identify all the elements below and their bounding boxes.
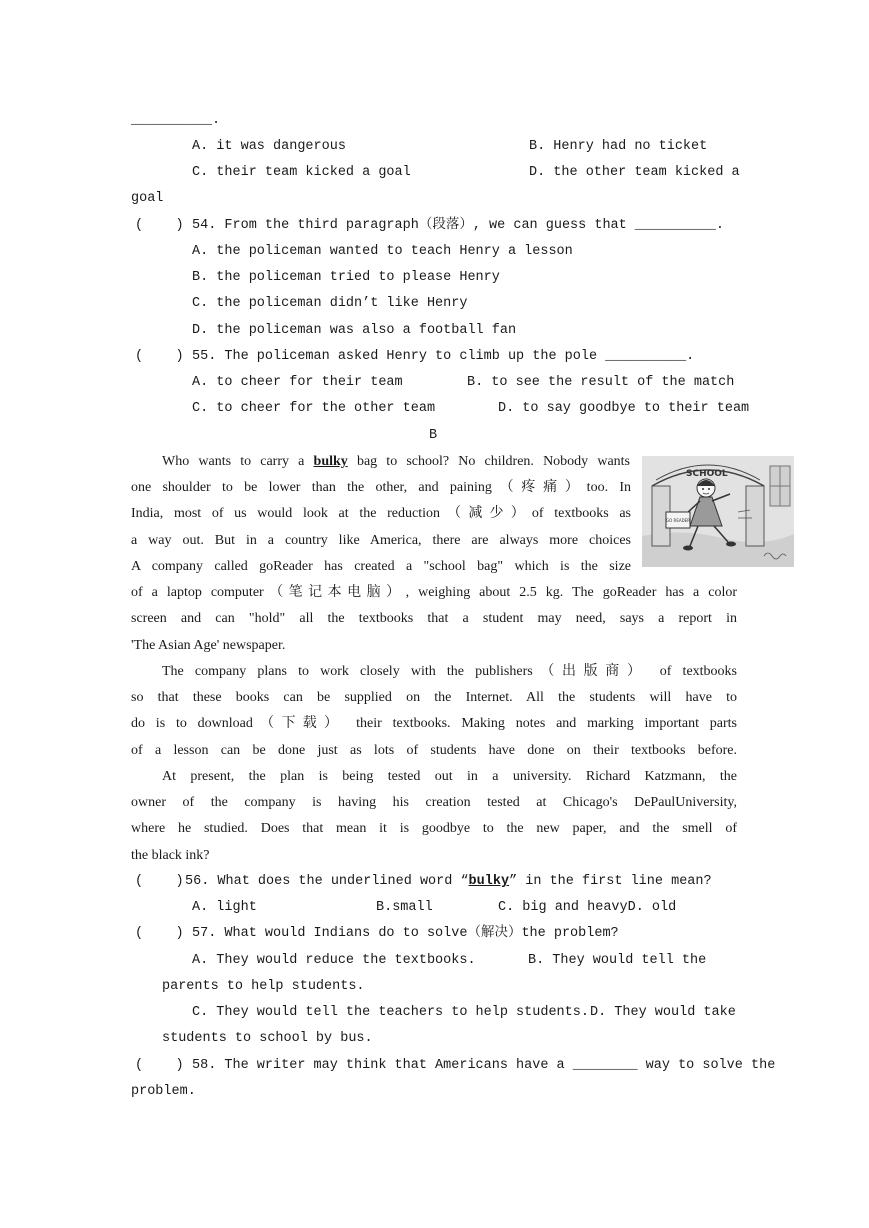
q56-stem: 56. What does the underlined word “bulky” in the first line mean? xyxy=(185,874,712,889)
q56-option-b: B.small xyxy=(376,900,433,915)
passage-p3-line-3: where he studied. Does that mean it is goodbye to the new paper, and the smell of xyxy=(131,821,737,836)
q56-option-a: A. light xyxy=(192,900,257,915)
goreader-bag-text: GO READER xyxy=(666,518,690,523)
q58-stem: 58. The writer may think that Americans have a ________ way to solve the xyxy=(192,1058,776,1073)
passage-p1-line-6: of a laptop computer（笔记本电脑）, weighing about 2.5 kg. The goReader has a color xyxy=(131,585,737,600)
q56-option-cd: C. big and heavyD. old xyxy=(498,900,677,915)
q57-option-b: B. They would tell the xyxy=(528,953,707,968)
q57-option-c: C. They would tell the teachers to help students. xyxy=(192,1005,589,1020)
passage-p1-line-3: India, most of us would look at the reduction（减少）of textbooks as xyxy=(131,506,631,521)
q58-stem-cont: problem. xyxy=(131,1084,196,1099)
illustration-school-girl xyxy=(642,456,794,567)
q54-answer-paren: ( ) xyxy=(135,218,184,233)
passage-p2-line-1: The company plans to work closely with the publishers（出版商） of textbooks xyxy=(162,664,737,679)
q55-answer-paren: ( ) xyxy=(135,349,184,364)
q54-stem: 54. From the third paragraph（段落）, we can guess that __________. xyxy=(192,218,724,233)
q55-option-c: C. to cheer for the other team xyxy=(192,401,436,416)
q54-option-a: A. the policeman wanted to teach Henry a lesson xyxy=(192,244,573,259)
q58-answer-paren: ( ) xyxy=(135,1058,184,1073)
q55-option-b: B. to see the result of the match xyxy=(467,375,735,390)
q55-option-d: D. to say goodbye to their team xyxy=(498,401,750,416)
school-girl-image xyxy=(642,456,794,567)
underlined-word-bulky: bulky xyxy=(313,454,348,469)
q56-answer-paren: ( ) xyxy=(135,874,184,889)
school-sign-text: SCHOOL xyxy=(686,469,728,479)
passage-p1-line-1: Who wants to carry a bulky bag to school? No children. Nobody wants xyxy=(162,454,631,469)
q55-stem: 55. The policeman asked Henry to climb up the pole __________. xyxy=(192,349,695,364)
passage-p2-line-4: of a lesson can be done just as lots of students have done on their textbooks before. xyxy=(131,743,737,758)
passage-p1-line-2: one shoulder to be lower than the other, and paining（疼痛）too. In xyxy=(131,480,631,495)
q54-option-b: B. the policeman tried to please Henry xyxy=(192,270,500,285)
passage-p2-line-3: do is to download（下载） their textbooks. Making notes and marking important parts xyxy=(131,716,737,731)
passage-p1-line-5: A company called goReader has created a "school bag" which is the size xyxy=(131,559,631,574)
q57-answer-paren: ( ) xyxy=(135,926,184,941)
passage-p2-line-2: so that these books can be supplied on the Internet. All the students will have to xyxy=(131,690,737,705)
q53-option-c: C. their team kicked a goal xyxy=(192,165,411,180)
q53-option-d-cont: goal xyxy=(131,191,164,206)
q53-option-d: D. the other team kicked a xyxy=(529,165,740,180)
q57-option-d-cont: students to school by bus. xyxy=(162,1031,373,1046)
q54-option-c: C. the policeman didn’t like Henry xyxy=(192,296,468,311)
passage-heading: B xyxy=(429,428,438,443)
q53-blank: __________. xyxy=(131,113,221,128)
passage-p3-line-2: owner of the company is having his creation tested at Chicago's DePaulUniversity, xyxy=(131,795,737,810)
q57-option-b-cont: parents to help students. xyxy=(162,979,365,994)
passage-p1-line-7: screen and can "hold" all the textbooks that a student may need, says a report in xyxy=(131,611,737,626)
q56-underlined-word: bulky xyxy=(468,874,510,889)
q57-option-a: A. They would reduce the textbooks. xyxy=(192,953,476,968)
q53-option-b: B. Henry had no ticket xyxy=(529,139,708,154)
q53-option-a: A. it was dangerous xyxy=(192,139,346,154)
passage-p1-line-4: a way out. But in a country like America, there are always more choices xyxy=(131,533,631,548)
q57-stem: 57. What would Indians do to solve（解决）the problem? xyxy=(192,926,619,941)
q54-option-d: D. the policeman was also a football fan xyxy=(192,323,517,338)
q57-option-d: D. They would take xyxy=(590,1005,736,1020)
passage-p3-line-4: the black ink? xyxy=(131,848,210,863)
passage-p1-line-8: 'The Asian Age' newspaper. xyxy=(131,638,286,653)
q55-option-a: A. to cheer for their team xyxy=(192,375,403,390)
passage-p3-line-1: At present, the plan is being tested out in a university. Richard Katzmann, the xyxy=(162,769,737,784)
